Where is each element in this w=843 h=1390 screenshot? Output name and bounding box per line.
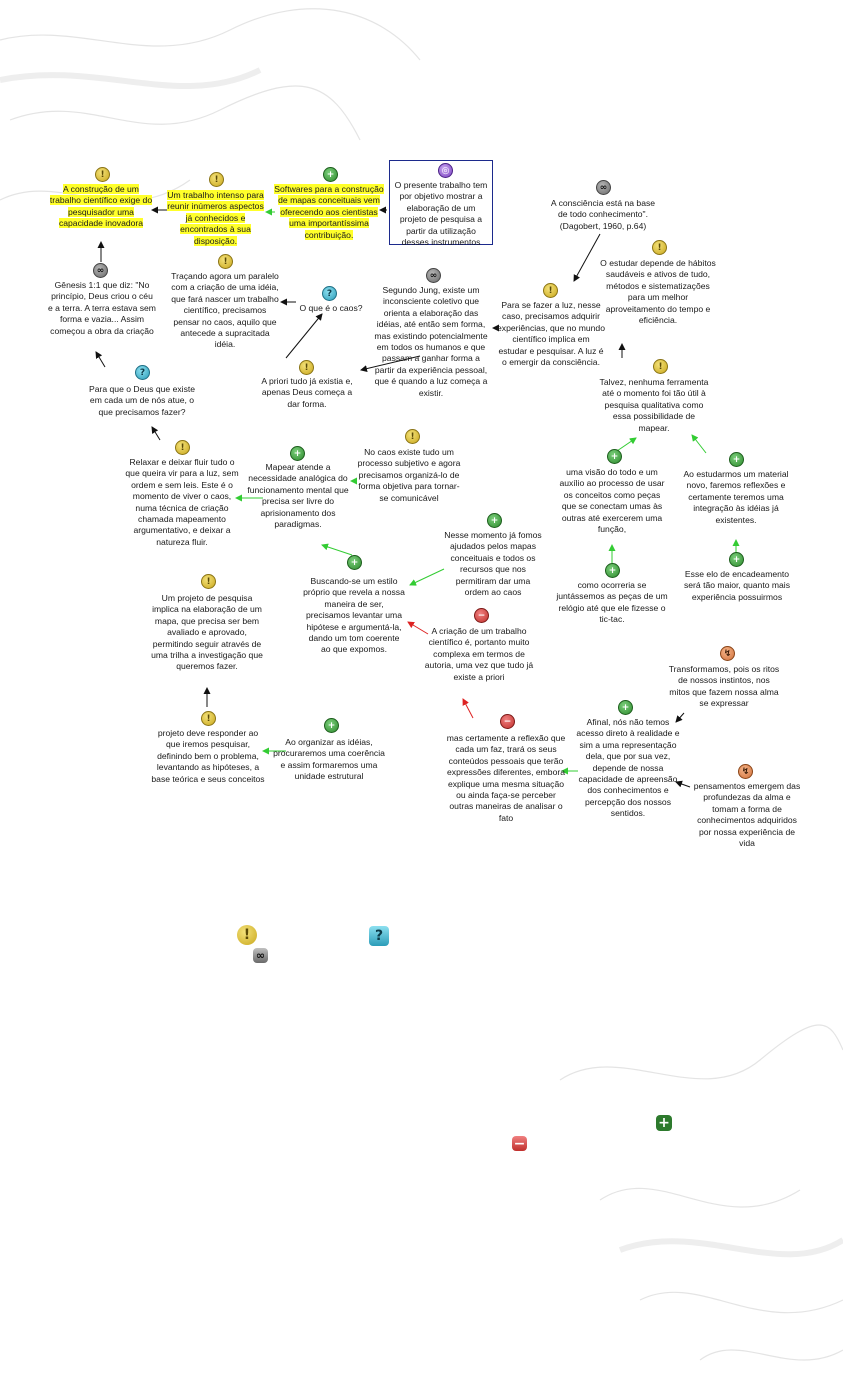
goal-icon[interactable]: ◎ — [438, 163, 453, 178]
lightbulb-icon[interactable]: ! — [299, 360, 314, 375]
node-n19[interactable]: Ao estudarmos um material novo, faremos reflexões e certamente teremos uma integração às idéias já existentes. — [683, 469, 789, 525]
minus-icon: − — [513, 1135, 526, 1152]
node-n28[interactable]: Ao organizar as idéias, procuraremos uma coerência e assim formaremos uma unidade estrutural — [273, 737, 385, 782]
arrow — [152, 427, 160, 440]
minus-icon[interactable]: − — [474, 608, 489, 623]
plus-icon: + — [656, 1115, 672, 1131]
node-n11[interactable]: Para se fazer a luz, nesse caso, precisamos adquirir experiências, que no mundo científico implica em estudar e pesquisar. A luz é o emergir da consciência. — [497, 300, 605, 368]
node-n14[interactable]: Talvez, nenhuma ferramenta até o momento foi tão útil à pesquisa qualitativa como essa possibilidade de mapear. — [599, 377, 709, 433]
node-n16[interactable]: Mapear atende a necessidade analógica do funcionamento mental que precisa ser livre do aprisionamento dos paradigmas. — [247, 462, 349, 530]
node-n26[interactable]: Transformamos, pois os ritos de nossos instintos, nos mitos que fazem nossa alma se expressar — [668, 664, 780, 709]
plus-icon[interactable]: + — [323, 167, 338, 182]
node-n10[interactable]: Segundo Jung, existe um inconsciente coletivo que orienta a elaboração das idéias, até então sem forma, mas existindo potencialmente em todos os humanos e que passam a ganhar forma a partir da experiência pessoal, que é quando a luz começa a existir. — [374, 285, 488, 398]
node-n21[interactable]: Buscando-se um estilo próprio que revela a nossa maneira de ser, precisamos levantar uma hipótese e argumentá-la, dando um tom coerente ao que expomos. — [303, 576, 405, 655]
node-n17[interactable]: No caos existe tudo um processo subjetivo e agora precisamos organizá-lo de forma objetiva para tornar-se comunicável — [357, 447, 461, 503]
node-n9[interactable]: O que é o caos? — [299, 303, 363, 313]
alternative-icon[interactable]: ↯ — [720, 646, 735, 661]
node-n15[interactable]: Relaxar e deixar fluir tudo o que queira vir para a luz, sem ordem e sem leis. Este é o momento de viver o caos, numa técnica de criação chamada mapeamento argumentativo, e deixar a natureza fluir. — [125, 457, 239, 547]
node-n8[interactable]: Traçando agora um paralelo com a criação de uma idéia, que fará nascer um trabalho científico, precisamos pensar no caos, aquilo que antecede a supracitada idéia. — [171, 271, 279, 350]
node-n3[interactable]: Softwares para a construção de mapas conceituais vem oferecendo aos cientistas uma importantíssima contribuição. — [274, 184, 384, 240]
arrow — [410, 569, 444, 585]
node-n20[interactable]: Nesse momento já fomos ajudados pelos mapas conceituais e todos os recursos que nos permitiram dar uma ordem ao caos — [444, 530, 542, 598]
arrow — [322, 545, 352, 555]
lightbulb-icon[interactable]: ! — [175, 440, 190, 455]
node-n25[interactable]: A criação de um trabalho científico é, portanto muito complexa em termos de autoria, uma vez que tudo já existe a priori — [424, 626, 534, 682]
alternative-icon[interactable]: ↯ — [738, 764, 753, 779]
arrow — [463, 699, 473, 718]
plus-icon[interactable]: + — [487, 513, 502, 528]
plus-icon[interactable]: + — [324, 718, 339, 733]
node-n7[interactable]: Gênesis 1:1 que diz: "No princípio, Deus criou o céu e a terra. A terra estava sem forma e vazia... Assim começou a obra da criação — [48, 280, 156, 336]
node-n6[interactable]: O estudar depende de hábitos saudáveis e ativos de tudo, métodos e sistematizações para um melhor aproveitamento do tempo e eficiência. — [600, 258, 716, 326]
plus-icon[interactable]: + — [347, 555, 362, 570]
lightbulb-icon[interactable]: ! — [201, 574, 216, 589]
node-n22[interactable]: como ocorreria se juntássemos as peças de um relógio até que ele fizesse o tic-tac. — [556, 580, 668, 625]
lightbulb-icon[interactable]: ! — [652, 240, 667, 255]
lightbulb-icon[interactable]: ! — [95, 167, 110, 182]
node-n30[interactable]: Afinal, nós não temos acesso direto à realidade e sim a uma representação dela, que por sua vez, depende de nossa capacidade de apreensão dos conhecimentos e percepção dos nossos sentidos. — [576, 717, 680, 819]
node-n23[interactable]: Esse elo de encadeamento será tão maior, quanto mais experiência possuirmos — [683, 569, 791, 602]
minus-icon[interactable]: − — [500, 714, 515, 729]
question-icon[interactable]: ? — [135, 365, 150, 380]
arrow — [692, 435, 706, 453]
node-n24[interactable]: Um projeto de pesquisa implica na elaboração de um mapa, que precisa ser bem avaliado e aprovado, permitindo seguir através de uma trilha a investigação que queremos fazer. — [151, 593, 263, 672]
lightbulb-icon[interactable]: ! — [218, 254, 233, 269]
lightbulb-icon[interactable]: ! — [209, 172, 224, 187]
lightbulb-icon[interactable]: ! — [543, 283, 558, 298]
lightbulb-icon[interactable]: ! — [405, 429, 420, 444]
question-icon: ? — [369, 926, 389, 946]
link-icon[interactable]: ∞ — [596, 180, 611, 195]
node-n5[interactable]: A consciência está na base de todo conhecimento". (Dagobert, 1960, p.64) — [550, 198, 656, 231]
plus-icon[interactable]: + — [607, 449, 622, 464]
node-n12[interactable]: A priori tudo já existia e, apenas Deus começa a dar forma. — [261, 376, 353, 409]
plus-icon[interactable]: + — [618, 700, 633, 715]
plus-icon[interactable]: + — [729, 452, 744, 467]
link-icon[interactable]: ∞ — [426, 268, 441, 283]
question-icon[interactable]: ? — [322, 286, 337, 301]
lightbulb-icon[interactable]: ! — [201, 711, 216, 726]
node-n18[interactable]: uma visão do todo e um auxílio ao processo de usar os conceitos como peças que se conectam umas às outras até exercerem uma função, — [559, 467, 665, 535]
lightbulb-icon: ! — [237, 925, 257, 945]
node-n31[interactable]: pensamentos emergem das profundezas da alma e tomam a forma de conhecimentos adquiridos por nossa experiência de vida — [693, 781, 801, 849]
node-n2[interactable]: Um trabalho intenso para reunir inúmeros aspectos já conhecidos e encontrados à sua disposição. — [167, 190, 264, 246]
plus-icon[interactable]: + — [605, 563, 620, 578]
arrow — [96, 352, 105, 367]
node-n13[interactable]: Para que o Deus que existe em cada um de nós atue, o que precisamos fazer? — [88, 384, 196, 417]
node-n29[interactable]: mas certamente a reflexão que cada um faz, trará os seus conteúdos pessoais que terão expressões diferentes, embora explique uma mesma situação ou ainda faça-se perceber outras maneiras de analisar o fato — [446, 733, 566, 823]
node-n27[interactable]: projeto deve responder ao que iremos pesquisar, definindo bem o problema, levantando as hipóteses, a base teórica e seus conceitos — [151, 728, 265, 784]
arrow — [574, 234, 600, 281]
link-icon[interactable]: ∞ — [93, 263, 108, 278]
node-n4-selected[interactable]: O presente trabalho tem por objetivo mostrar a elaboração de um projeto de pesquisa a partir da utilização desses instrumentos — [389, 160, 493, 245]
plus-icon[interactable]: + — [729, 552, 744, 567]
plus-icon[interactable]: + — [290, 446, 305, 461]
arrow — [286, 314, 322, 358]
node-n1[interactable]: A construção de um trabalho científico exige do pesquisador uma capacidade inovadora — [49, 184, 153, 229]
lightbulb-icon[interactable]: ! — [653, 359, 668, 374]
link-icon: ∞ — [253, 948, 268, 963]
